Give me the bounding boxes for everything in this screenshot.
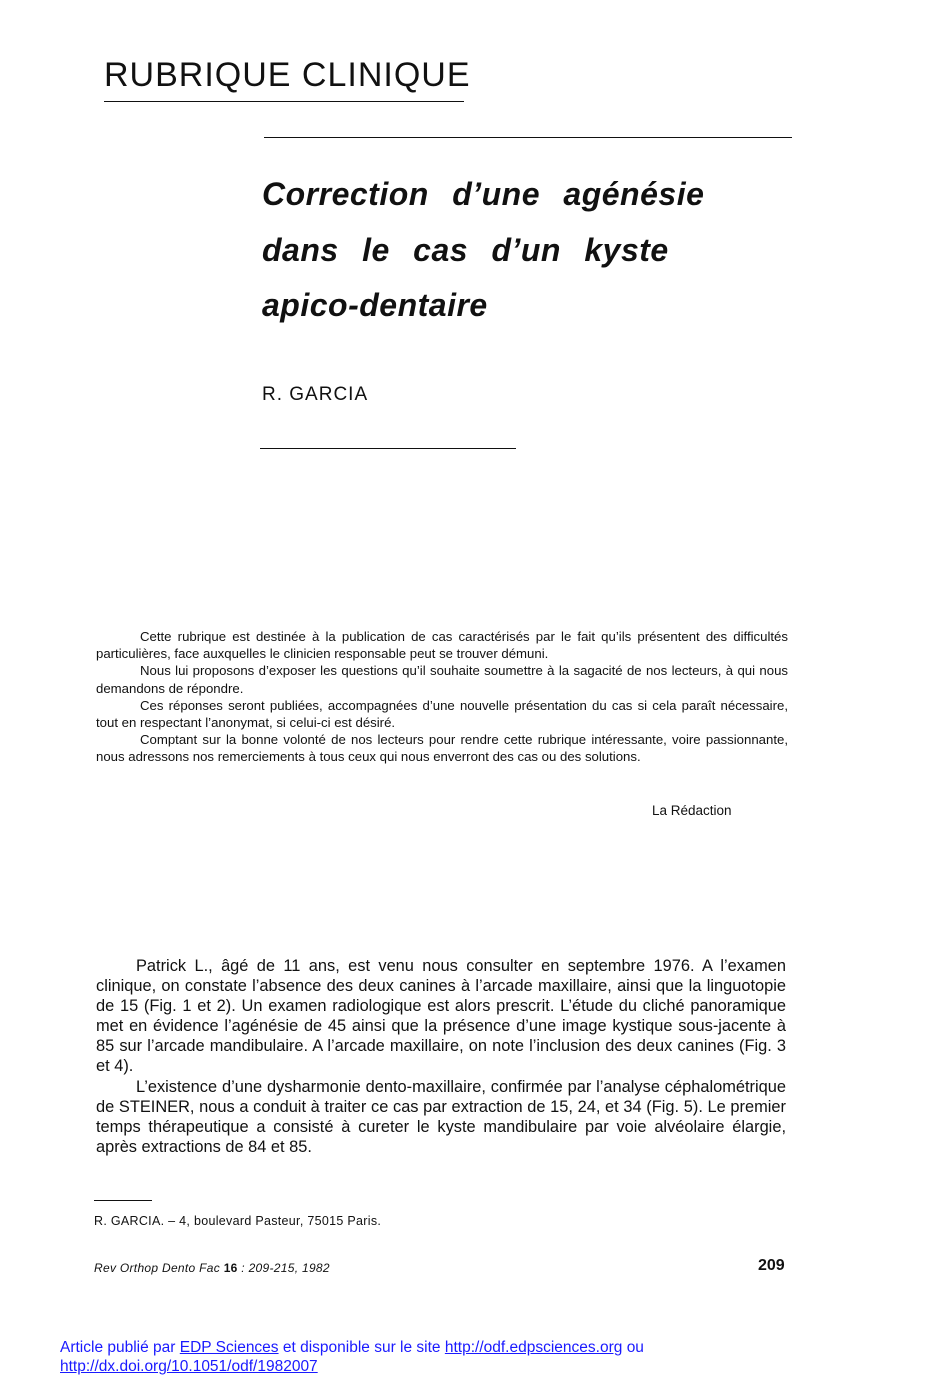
source-middle: et disponible sur le site [282,1339,441,1356]
source-suffix: ou [626,1339,644,1356]
editorial-paragraph: Cette rubrique est destinée à la publication de cas caractérisés par le fait qu’ils présentent des difficultés particulières, face auxquelles le clinicien responsable peut se trouver démuni. [96,629,788,662]
citation-volume: 16 [223,1261,238,1275]
body-paragraph: Patrick L., âgé de 11 ans, est venu nous consulter en septembre 1976. A l’examen clinique, on constate l’absence des deux canines à l’arcade maxillaire, ainsi que la linguotopie de 15 (Fig. 1 et 2). Un examen radiologique est alors prescrit. L’étude du cliché panoramique met en évidence l’agénésie de 45 ainsi que la présence d’une image kystique sous-jacente à 85 sur l’arcade mandibulaire. A l’arcade maxillaire, on note l’inclusion des deux canines (Fig. 3 et 4). [96,957,786,1076]
editorial-paragraph: Ces réponses seront publiées, accompagnées d’une nouvelle présentation du cas si cela paraît nécessaire, tout en respectant l’anonymat, si celui-ci est désiré. [96,697,788,731]
site-link[interactable]: http://odf.edpsciences.org [444,1339,623,1356]
source-notice [60,1338,860,1376]
editorial-signature: La Rédaction [652,803,732,818]
source-prefix: Article publié par [60,1339,176,1356]
citation-journal: Rev Orthop Dento Fac [94,1261,221,1275]
section-heading: RUBRIQUE CLINIQUE [104,56,471,94]
author-address-footnote: R. GARCIA. – 4, boulevard Pasteur, 75015 Paris. [94,1214,382,1228]
title-top-rule [264,137,792,138]
editorial-note [96,628,788,766]
article-author: R. GARCIA [262,384,369,405]
editorial-paragraph: Nous lui proposons d’exposer les questions qu’il souhaite soumettre à la sagacité de nos lecteurs, à qui nous demandons de répondre. [96,663,788,696]
page-number: 209 [758,1257,785,1274]
article-title-line-3: apico-dentaire [262,287,488,323]
journal-citation [94,1261,330,1275]
article-title-line-1: Correction d’une agénésie [262,176,705,212]
publisher-link[interactable]: EDP Sciences [179,1339,279,1356]
doi-link[interactable]: http://dx.doi.org/10.1051/odf/1982007 [60,1358,318,1375]
footnote-rule [94,1200,152,1201]
editorial-paragraph: Comptant sur la bonne volonté de nos lecteurs pour rendre cette rubrique intéressante, voire passionnante, nous adressons nos remerciements à tous ceux qui nous enverront des cas ou des solutions. [96,732,788,765]
section-heading-underline [104,101,464,102]
article-body [96,956,786,1157]
body-paragraph: L’existence d’une dysharmonie dento-maxillaire, confirmée par l’analyse céphalométrique de STEINER, nous a conduit à traiter ce cas par extraction de 15, 24, et 34 (Fig. 5). Le premier temps thérapeutique a consisté à cureter le kyste mandibulaire par voie alvéolaire élargie, après extractions de 84 et 85. [96,1077,786,1156]
citation-pages: : 209-215, 1982 [241,1261,330,1275]
author-underline [260,448,516,449]
article-title-line-2: dans le cas d’un kyste [262,232,669,268]
